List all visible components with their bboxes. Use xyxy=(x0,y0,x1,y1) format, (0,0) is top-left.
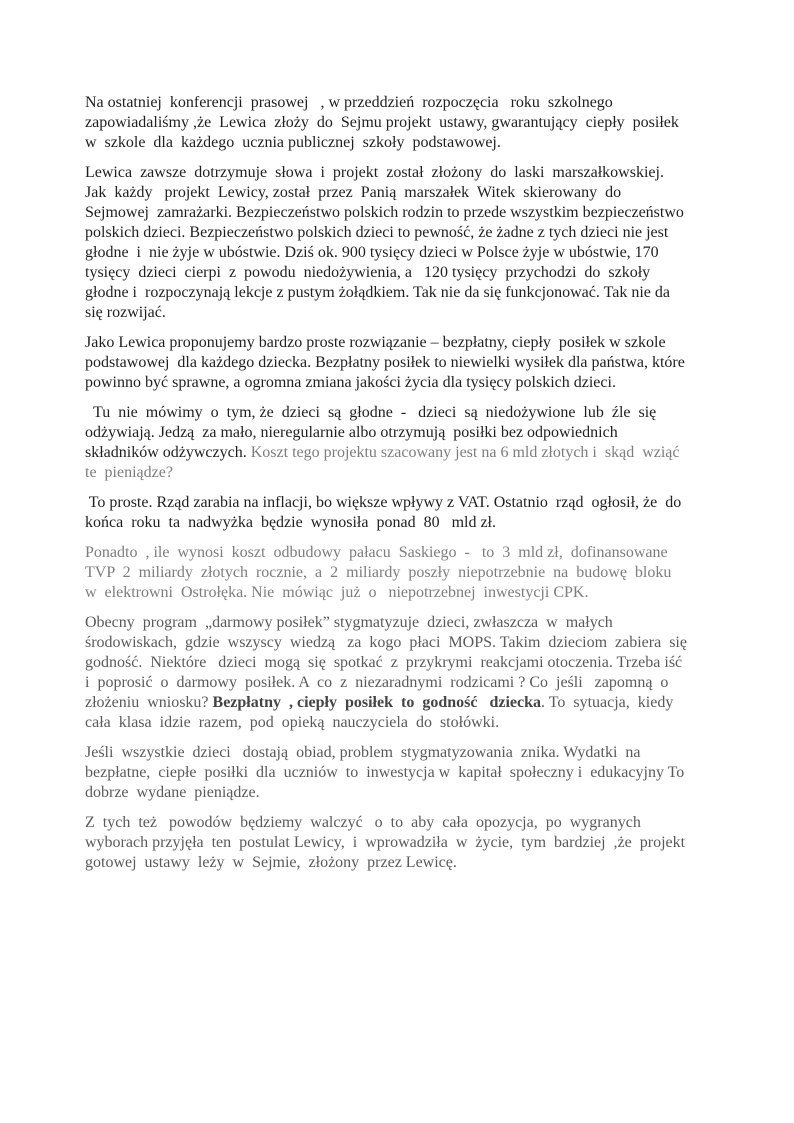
text-run: Jak każdy projekt Lewicy, został przez Panią marszałek Witek skierowany do xyxy=(85,184,622,201)
text-line xyxy=(85,203,714,223)
text-run: dobrze wydane pieniądze. xyxy=(85,784,260,801)
text-line xyxy=(85,133,714,153)
text-run: Z tych też powodów będziemy walczyć o to aby cała opozycja, po wygranych xyxy=(85,814,641,831)
text-run: godność. Niektóre dzieci mogą się spotkać z przykrymi reakcjami otoczenia. Trzeba iść xyxy=(85,654,683,671)
text-line xyxy=(85,763,714,783)
paragraph-6 xyxy=(85,543,714,603)
text-line xyxy=(85,853,714,873)
text-run: . To sytuacja, kiedy xyxy=(540,694,674,711)
text-run: Lewica zawsze dotrzymuje słowa i projekt został złożony do laski marszałkowskiej. xyxy=(85,164,664,181)
text-run: tysięcy dzieci cierpi z powodu niedożywienia, a 120 tysięcy przychodzi do szkoły xyxy=(85,264,651,281)
text-run: To proste. Rząd zarabia na inflacji, bo większe wpływy z VAT. Ostatnio rząd ogłosił, że do xyxy=(85,494,682,511)
text-line xyxy=(85,353,714,373)
text-run: Jako Lewica proponujemy bardzo proste rozwiązanie – bezpłatny, ciepły posiłek w szkole xyxy=(85,334,666,351)
text-line xyxy=(85,183,714,203)
text-line xyxy=(85,443,714,463)
text-run: Koszt tego projektu szacowany jest na 6 mld złotych i skąd wziąć xyxy=(250,444,680,461)
text-line xyxy=(85,783,714,803)
text-line xyxy=(85,243,714,263)
bold-text-run: Bezpłatny , ciepły posiłek to godność dziecka xyxy=(212,694,541,711)
text-line xyxy=(85,93,714,113)
text-line xyxy=(85,833,714,853)
text-line xyxy=(85,263,714,283)
text-run: złożeniu wniosku? xyxy=(85,694,213,711)
text-run: środowiskach, gdzie wszyscy wiedzą za kogo płaci MOPS. Takim dzieciom zabiera się xyxy=(85,634,687,651)
paragraph-3 xyxy=(85,333,714,393)
text-run: Na ostatniej konferencji prasowej , w przeddzień rozpoczęcia roku szkolnego xyxy=(85,94,613,111)
text-run: polskich dzieci. Bezpieczeństwo polskich dzieci to pewność, że żadne z tych dzieci nie jest xyxy=(85,224,669,241)
text-line xyxy=(85,303,714,323)
text-line xyxy=(85,633,714,653)
text-line xyxy=(85,223,714,243)
text-run: głodne i rozpoczynają lekcje z pustym żołądkiem. Tak nie da się funkcjonować. Tak nie da xyxy=(85,284,670,301)
text-run: Jeśli wszystkie dzieci dostają obiad, problem stygmatyzowania znika. Wydatki na xyxy=(85,744,641,761)
text-run: w szkole dla każdego ucznia publicznej szkoły podstawowej. xyxy=(85,134,501,151)
text-line xyxy=(85,543,714,563)
text-line xyxy=(85,563,714,583)
text-line xyxy=(85,113,714,133)
text-line xyxy=(85,423,714,443)
text-run: Ponadto , ile wynosi koszt odbudowy pałacu Saskiego - to 3 mld zł, dofinansowane xyxy=(85,544,668,561)
text-run: Tu nie mówimy o tym, że dzieci są głodne - dzieci są niedożywione lub źle się xyxy=(93,404,657,421)
text-run: cała klasa idzie razem, pod opieką nauczyciela do stołówki. xyxy=(85,714,500,731)
text-run: Sejmowej zamrażarki. Bezpieczeństwo polskich rodzin to przede wszystkim bezpieczeństwo xyxy=(85,204,684,221)
text-run: się rozwijać. xyxy=(85,304,166,321)
text-run: bezpłatne, ciepłe posiłki dla uczniów to inwestycja w kapitał społeczny i edukacyjny To xyxy=(85,764,685,781)
paragraph-9 xyxy=(85,813,714,873)
text-run: Obecny program „darmowy posiłek” stygmatyzuje dzieci, zwłaszcza w małych xyxy=(85,614,613,631)
text-run: gotowej ustawy leży w Sejmie, złożony przez Lewicę. xyxy=(85,854,457,871)
text-line xyxy=(85,333,714,353)
text-line xyxy=(85,673,714,693)
text-run: odżywiają. Jedzą za mało, nieregularnie albo otrzymują posiłki bez odpowiednich xyxy=(85,424,618,441)
text-run: powinno być sprawne, a ogromna zmiana jakości życia dla tysięcy polskich dzieci. xyxy=(85,374,616,391)
text-run: zapowiadaliśmy ,że Lewica złoży do Sejmu projekt ustawy, gwarantujący ciepły posiłek xyxy=(85,114,679,131)
text-line xyxy=(85,493,714,513)
text-line xyxy=(85,373,714,393)
document-body xyxy=(85,93,714,873)
text-run: te pieniądze? xyxy=(85,464,173,481)
text-run: głodne i nie żyje w ubóstwie. Dziś ok. 900 tysięcy dzieci w Polsce żyje w ubóstwie, 170 xyxy=(85,244,659,261)
paragraph-7 xyxy=(85,613,714,733)
text-run: wyborach przyjęła ten postulat Lewicy, i wprowadziła w życie, tym bardziej ,że projekt xyxy=(85,834,686,851)
text-run: podstawowej dla każdego dziecka. Bezpłatny posiłek to niewielki wysiłek dla państwa, które xyxy=(85,354,685,371)
paragraph-8 xyxy=(85,743,714,803)
text-line xyxy=(85,583,714,603)
text-line xyxy=(85,283,714,303)
text-run: TVP 2 miliardy złotych rocznie, a 2 miliardy poszły niepotrzebnie na budowę bloku xyxy=(85,564,672,581)
text-line xyxy=(85,813,714,833)
paragraph-1 xyxy=(85,93,714,153)
text-line xyxy=(85,613,714,633)
text-run: i poprosić o darmowy posiłek. A co z niezaradnymi rodzicami ? Co jeśli zapomną o xyxy=(85,674,669,691)
text-line xyxy=(85,743,714,763)
text-line xyxy=(85,713,714,733)
text-line xyxy=(85,693,714,713)
text-line xyxy=(85,513,714,533)
paragraph-4 xyxy=(85,403,714,483)
text-line xyxy=(85,403,714,423)
text-line xyxy=(85,463,714,483)
text-run: końca roku ta nadwyżka będzie wynosiła ponad 80 mld zł. xyxy=(85,514,496,531)
paragraph-5 xyxy=(85,493,714,533)
text-run: składników odżywczych. xyxy=(85,444,251,461)
text-line xyxy=(85,163,714,183)
paragraph-2 xyxy=(85,163,714,323)
text-run: w elektrowni Ostrołęka. Nie mówiąc już o niepotrzebnej inwestycji CPK. xyxy=(85,584,589,601)
text-line xyxy=(85,653,714,673)
